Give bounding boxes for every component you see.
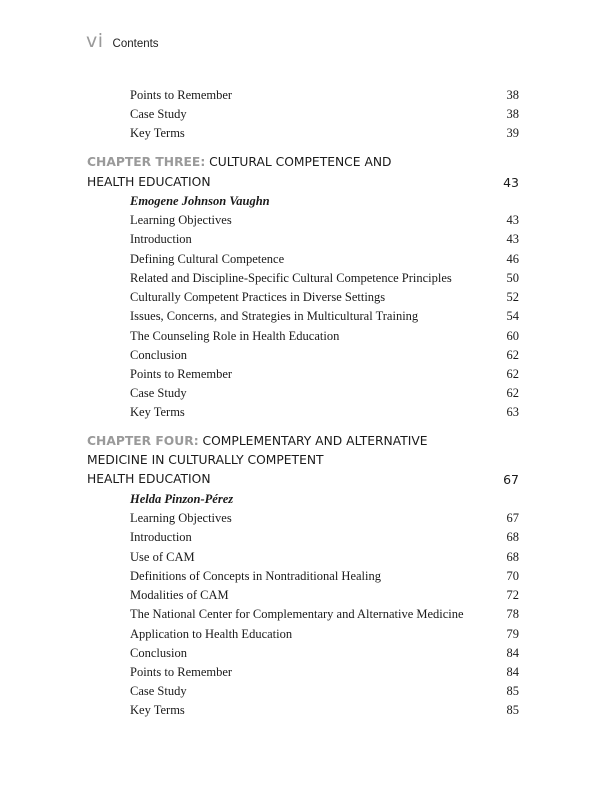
toc-entry[interactable] — [130, 509, 519, 528]
toc-entry-page: 50 — [506, 271, 519, 285]
toc-entry-page: 54 — [506, 309, 519, 323]
toc-entry-page: 68 — [506, 550, 519, 564]
toc-entry[interactable] — [130, 701, 519, 720]
toc-entry-page: 46 — [506, 252, 519, 266]
toc-entry-title: The National Center for Complementary and Alternative Medicine — [130, 607, 464, 621]
chapter-four-title-line1: COMPLEMENTARY AND ALTERNATIVE — [202, 434, 428, 448]
toc-entry[interactable] — [130, 605, 519, 624]
toc-entry-title: Modalities of CAM — [130, 588, 229, 602]
chapter-four-heading[interactable] — [87, 431, 519, 451]
toc-entry[interactable] — [130, 586, 519, 605]
toc-entry-title: Learning Objectives — [130, 213, 232, 227]
toc-entry-page: 62 — [506, 367, 519, 381]
toc-entry-page: 38 — [506, 107, 519, 121]
page-folio: vi — [86, 30, 104, 52]
toc-entry[interactable] — [130, 288, 519, 307]
toc-entry-page: 60 — [506, 329, 519, 343]
toc-entry-page: 39 — [506, 126, 519, 140]
toc-entry[interactable] — [130, 105, 519, 124]
toc-entry[interactable] — [130, 548, 519, 567]
toc-entry-page: 52 — [506, 290, 519, 304]
toc-entry-title: Points to Remember — [130, 665, 233, 679]
toc-entry-title: Application to Health Education — [130, 627, 293, 641]
toc-entry-page: 62 — [506, 386, 519, 400]
toc-entry-title: Defining Cultural Competence — [130, 252, 285, 266]
toc-entry[interactable] — [130, 86, 519, 105]
chapter-three-page: 43 — [503, 174, 519, 190]
toc-entry[interactable] — [130, 307, 519, 326]
toc-entry[interactable] — [130, 211, 519, 230]
toc-entry-title: Conclusion — [130, 646, 187, 660]
toc-entry-title: Conclusion — [130, 348, 187, 362]
toc-entry-title: Case Study — [130, 684, 187, 698]
toc-entry-title: The Counseling Role in Health Education — [130, 329, 340, 343]
toc-entry-title: Key Terms — [130, 126, 185, 140]
toc-entry-title: Points to Remember — [130, 88, 233, 102]
toc-entry-page: 85 — [506, 684, 519, 698]
toc-entry-title: Use of CAM — [130, 550, 195, 564]
toc-entry-title: Issues, Concerns, and Strategies in Multicultural Training — [130, 309, 419, 323]
toc-entry-page: 63 — [506, 405, 519, 419]
chapter-four-label: CHAPTER FOUR: — [87, 434, 199, 448]
toc-entry-title: Key Terms — [130, 703, 185, 717]
toc-entry[interactable] — [130, 230, 519, 249]
chapter-three-heading-line2[interactable] — [87, 172, 519, 192]
toc-entry-page: 84 — [506, 665, 519, 679]
toc-entry-title: Case Study — [130, 107, 187, 121]
chapter-four-page: 67 — [503, 471, 519, 487]
toc-entry-title: Introduction — [130, 530, 192, 544]
toc-entry-page: 43 — [506, 213, 519, 227]
toc-entry[interactable] — [130, 528, 519, 547]
chapter-three-author: Emogene Johnson Vaughn — [130, 194, 270, 208]
toc-entry-page: 84 — [506, 646, 519, 660]
chapter-three-title-line2: HEALTH EDUCATION — [87, 175, 211, 189]
chapter-three-heading[interactable] — [87, 152, 519, 172]
toc-entry-page: 38 — [506, 88, 519, 102]
toc-entry-page: 62 — [506, 348, 519, 362]
toc-entry[interactable] — [130, 124, 519, 143]
toc-entry-page: 67 — [506, 511, 519, 525]
toc-entry[interactable] — [130, 567, 519, 586]
chapter-three-label: CHAPTER THREE: — [87, 155, 206, 169]
toc-entry[interactable] — [130, 384, 519, 403]
toc-entry[interactable] — [130, 644, 519, 663]
toc-entry[interactable] — [130, 365, 519, 384]
toc-entry-title: Points to Remember — [130, 367, 233, 381]
toc-entry[interactable] — [130, 250, 519, 269]
toc-entry-title: Definitions of Concepts in Nontraditional Healing — [130, 569, 381, 583]
toc-entry-title: Key Terms — [130, 405, 185, 419]
chapter-four-heading-line2[interactable] — [87, 450, 519, 470]
toc-entry[interactable] — [130, 327, 519, 346]
toc-entry-page: 70 — [506, 569, 519, 583]
toc-entry-title: Learning Objectives — [130, 511, 232, 525]
toc-entry-page: 85 — [506, 703, 519, 717]
toc-entry-title: Introduction — [130, 232, 192, 246]
toc-entry-title: Related and Discipline-Specific Cultural Competence Principles — [130, 271, 452, 285]
chapter-four-title-line3: HEALTH EDUCATION — [87, 472, 211, 486]
toc-entry[interactable] — [130, 625, 519, 644]
chapter-four-heading-line3[interactable] — [87, 469, 519, 489]
toc-entry-title: Culturally Competent Practices in Diverse Settings — [130, 290, 386, 304]
toc-entry-page: 68 — [506, 530, 519, 544]
chapter-three-title-line1: CULTURAL COMPETENCE AND — [209, 155, 392, 169]
toc-entry-page: 43 — [506, 232, 519, 246]
toc-entry-page: 72 — [506, 588, 519, 602]
running-head — [86, 30, 159, 52]
toc-entry[interactable] — [130, 269, 519, 288]
chapter-four-author: Helda Pinzon-Pérez — [130, 492, 234, 506]
toc-entry-page: 79 — [506, 627, 519, 641]
toc-entry-page: 78 — [506, 607, 519, 621]
chapter-four-title-line2: MEDICINE IN CULTURALLY COMPETENT — [87, 453, 324, 467]
toc-entry-title: Case Study — [130, 386, 187, 400]
toc-entry[interactable] — [130, 663, 519, 682]
toc-entry[interactable] — [130, 346, 519, 365]
running-title: Contents — [112, 38, 159, 50]
toc-entry[interactable] — [130, 682, 519, 701]
toc-entry[interactable] — [130, 403, 519, 422]
